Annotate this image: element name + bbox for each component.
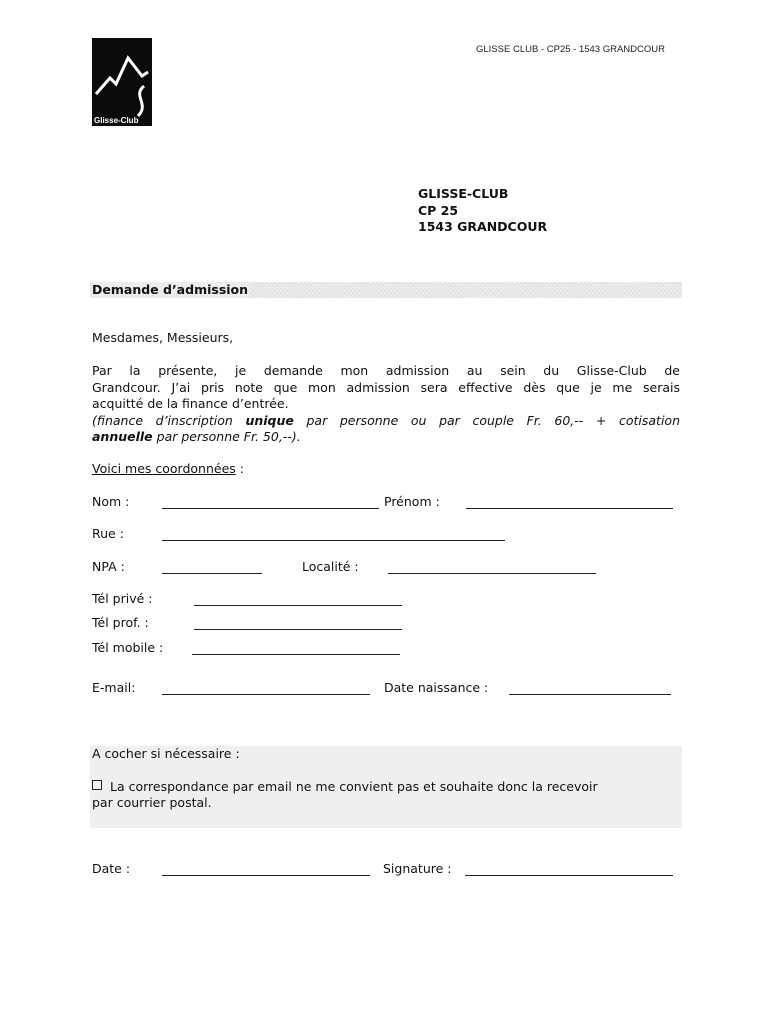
- address-line-2: CP 25: [418, 202, 459, 218]
- mountain-logo-icon: [92, 38, 152, 126]
- date-field[interactable]: [162, 875, 370, 876]
- email-field[interactable]: [162, 694, 370, 695]
- salutation: Mesdames, Messieurs,: [92, 330, 234, 345]
- coordinates-heading: [92, 461, 244, 476]
- tel-mobile-field[interactable]: [192, 654, 400, 655]
- npa-field[interactable]: [162, 573, 262, 574]
- admission-paragraph: [92, 363, 680, 446]
- tel-mobile-label: Tél mobile :: [92, 640, 164, 655]
- date-naissance-field[interactable]: [509, 694, 671, 695]
- signature-field[interactable]: [465, 875, 673, 876]
- paragraph-line-2: Grandcour. J’ai pris note que mon admission sera effective dès que je me serais: [92, 379, 680, 395]
- rue-label: Rue :: [92, 526, 124, 541]
- section-header-bar: [90, 282, 682, 298]
- fee-note-text: par personne Fr. 50,--).: [152, 429, 301, 444]
- recipient-address: [418, 186, 547, 236]
- postal-mail-option: [92, 779, 676, 811]
- nom-label: Nom :: [92, 494, 130, 509]
- localite-label: Localité :: [302, 559, 359, 574]
- localite-field[interactable]: [388, 573, 596, 574]
- prenom-label: Prénom :: [384, 494, 440, 509]
- logo-text: Glisse-Club: [94, 116, 139, 125]
- tel-prof-field[interactable]: [194, 629, 402, 630]
- date-naissance-label: Date naissance :: [384, 680, 489, 695]
- prenom-field[interactable]: [466, 508, 673, 509]
- tel-prive-label: Tél privé :: [92, 591, 153, 606]
- npa-label: NPA :: [92, 559, 125, 574]
- club-logo: [92, 38, 152, 126]
- paragraph-line-3: acquitté de la finance d’entrée.: [92, 396, 289, 411]
- nom-field[interactable]: [162, 508, 379, 509]
- section-title: Demande d’admission: [92, 282, 249, 297]
- fee-note-line-2: [92, 429, 680, 446]
- postal-mail-option-line-1: La correspondance par email ne me convient pas et souhaite donc la recevoir: [110, 779, 598, 794]
- checkbox-section-title: A cocher si nécessaire :: [92, 746, 240, 761]
- email-label: E-mail:: [92, 680, 136, 695]
- fee-note-text: par personne ou par couple Fr. 60,-- + cotisation: [293, 412, 680, 428]
- tel-prive-field[interactable]: [194, 605, 402, 606]
- fee-note-text: (finance d’inscription: [92, 412, 246, 428]
- postal-mail-checkbox[interactable]: [92, 780, 102, 790]
- checkbox-section: [90, 746, 682, 828]
- address-line-1: GLISSE-CLUB: [418, 186, 509, 201]
- fee-note-line-1: [92, 413, 680, 430]
- rue-field[interactable]: [162, 540, 505, 541]
- date-label: Date :: [92, 861, 131, 876]
- header-club-line: GLISSE CLUB - CP25 - 1543 GRANDCOUR: [476, 44, 666, 55]
- coordinates-heading-text: Voici mes coordonnées: [92, 461, 236, 476]
- paragraph-line-1: Par la présente, je demande mon admission au sein du Glisse-Club de: [92, 363, 680, 378]
- coordinates-heading-colon: :: [235, 461, 244, 476]
- tel-prof-label: Tél prof. :: [92, 615, 149, 630]
- fee-note-emphasis: annuelle: [92, 429, 153, 444]
- address-line-3: 1543 GRANDCOUR: [418, 219, 548, 234]
- fee-note-emphasis: unique: [245, 412, 294, 428]
- signature-label: Signature :: [383, 861, 452, 876]
- postal-mail-option-line-2: par courrier postal.: [92, 795, 212, 810]
